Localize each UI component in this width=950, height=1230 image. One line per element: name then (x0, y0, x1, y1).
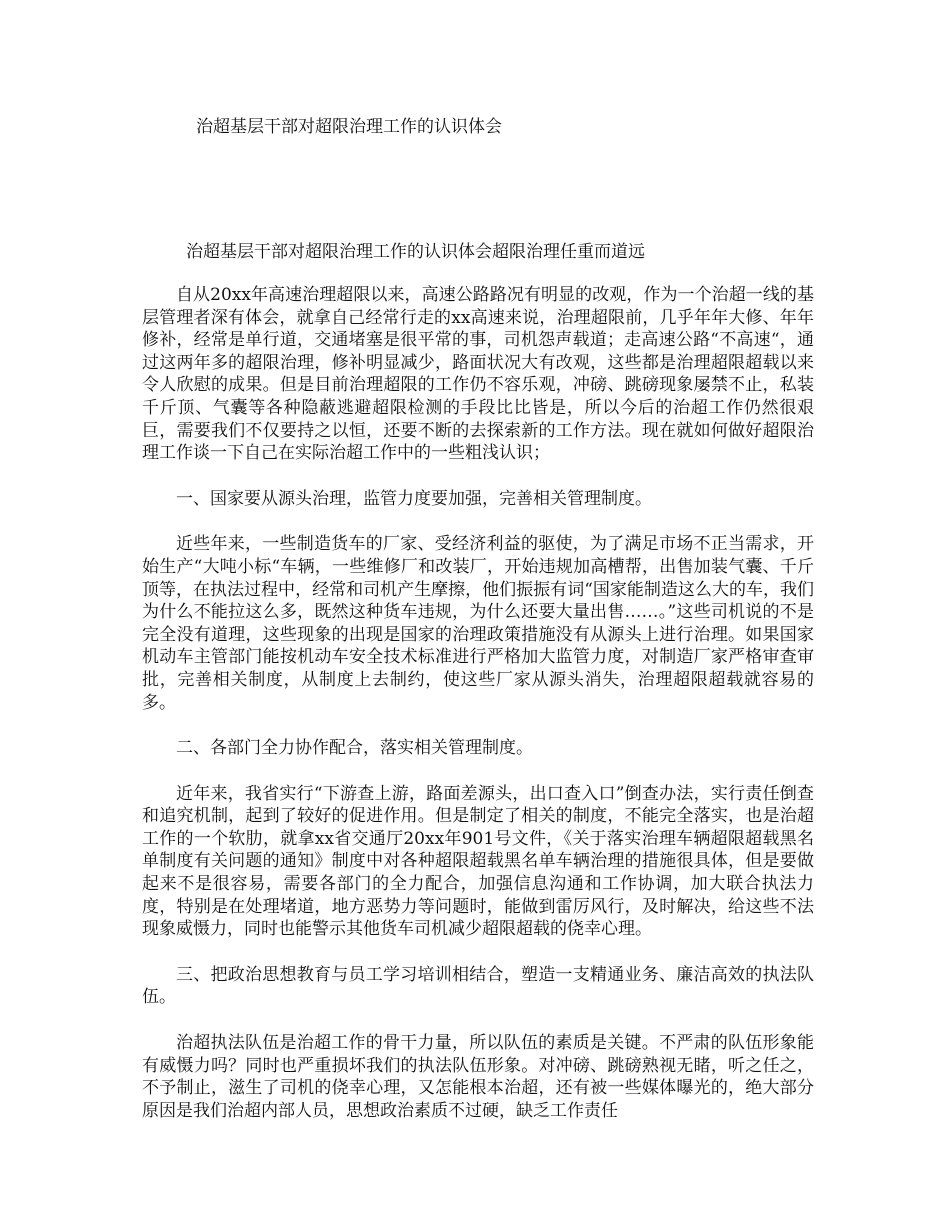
paragraph-section-3: 治超执法队伍是治超工作的骨干力量，所以队伍的素质是关键。不严肃的队伍形象能有威慑力吗？同时也严重损坏我们的执法队伍形象。对冲磅、跳磅熟视无睹，听之任之，不予制止，滋生了司机的侥幸心理，又怎能根本治超，还有被一些媒体曝光的，绝大部分原因是我们治超内部人员，思想政治素质不过硬，缺乏工作责任 (142, 1033, 814, 1121)
document-subtitle: 治超基层干部对超限治理工作的认识体会超限治理任重而道远 (186, 242, 645, 262)
section-heading-2: 二、各部门全力协作配合，落实相关管理制度。 (176, 738, 533, 759)
paragraph-intro: 自从20xx年高速治理超限以来，高速公路路况有明显的改观，作为一个治超一线的基层管理者深有体会，就拿自己经常行走的xx高速来说，治理超限前，几乎年年大修、年年修补，经常是单行道，交通堵塞是很平常的事，司机怨声载道；走高速公路“不高速“，通过这两年多的超限治理，修补明显减少，路面状况大有改观，这些都是治理超限超载以来令人欣慰的成果。但是目前治理超限的工作仍不容乐观，冲磅、跳磅现象屡禁不止，私装千斤顶、气囊等各种隐蔽逃避超限检测的手段比比皆是，所以今后的治超工作仍然很艰巨，需要我们不仅要持之以恒，还要不断的去探索新的工作方法。现在就如何做好超限治理工作谈一下自己在实际治超工作中的一些粗浅认识； (142, 285, 814, 464)
section-heading-3: 三、把政治思想教育与员工学习培训相结合，塑造一支精通业务、廉洁高效的执法队伍。 (142, 964, 814, 1008)
document-title: 治超基层干部对超限治理工作的认识体会 (196, 117, 502, 137)
document-body (142, 284, 814, 1122)
section-heading-1: 一、国家要从源头治理，监管力度要加强，完善相关管理制度。 (176, 488, 652, 509)
paragraph-section-2: 近年来，我省实行“下游查上游，路面差源头，出口查入口”倒查办法，实行责任倒查和追究机制，起到了较好的促进作用。但是制定了相关的制度，不能完全落实，也是治超工作的一个软肋，就拿xx省交通厅20xx年901号文件，《关于落实治理车辆超限超载黑名单制度有关问题的通知》制度中对各种超限超载黑名单车辆治理的措施很具体，但是要做起来不是很容易，需要各部门的全力配合，加强信息沟通和工作协调，加大联合执法力度，特别是在处理堵道，地方恶势力等问题时，能做到雷厉风行，及时解决，给这些不法现象威慑力，同时也能警示其他货车司机减少超限超载的侥幸心理。 (142, 783, 814, 940)
paragraph-section-1: 近些年来，一些制造货车的厂家、受经济利益的驱使，为了满足市场不正当需求，开始生产“大吨小标“车辆，一些维修厂和改装厂，开始违规加高槽帮，出售加装气囊、千斤顶等，在执法过程中，经常和司机产生摩擦，他们振振有词“国家能制造这么大的车，我们为什么不能拉这么多，既然这种货车违规，为什么还要大量出售……。”这些司机说的不是完全没有道理，这些现象的出现是国家的治理政策措施没有从源头上进行治理。如果国家机动车主管部门能按机动车安全技术标准进行严格加大监管力度，对制造厂家严格审查审批，完善相关制度，从制度上去制约，使这些厂家从源头消失，治理超限超载就容易的多。 (142, 534, 814, 713)
